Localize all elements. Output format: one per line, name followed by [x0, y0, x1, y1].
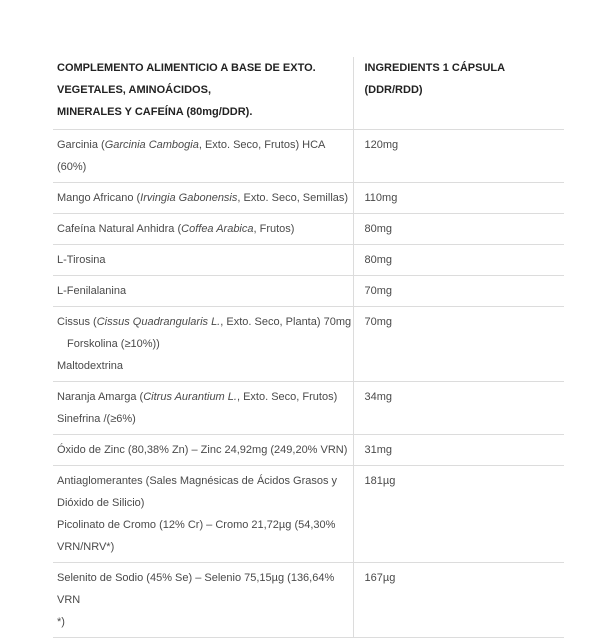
table-row — [53, 183, 564, 214]
table-row — [53, 130, 564, 183]
amount-cell: 80mg — [353, 245, 564, 276]
amount-cell: 70mg — [353, 276, 564, 307]
header-product-description — [53, 57, 353, 130]
ingredient-cell: L-Fenilalanina — [53, 276, 353, 307]
ingredient-cell: Garcinia (Garcinia Cambogia, Exto. Seco, Frutos) HCA (60%) — [53, 130, 353, 183]
ingredient-cell: Mango Africano (Irvingia Gabonensis, Exto. Seco, Semillas) — [53, 183, 353, 214]
table-row — [53, 307, 564, 382]
amount-cell: 31mg — [353, 435, 564, 466]
header-line-1: COMPLEMENTO ALIMENTICIO A BASE DE EXTO. VEGETALES, AMINOÁCIDOS, — [57, 62, 316, 96]
ingredient-cell: Óxido de Zinc (80,38% Zn) – Zinc 24,92mg (249,20% VRN) — [53, 435, 353, 466]
table-header-row — [53, 57, 564, 130]
table-row — [53, 563, 564, 638]
ingredient-cell: Selenito de Sodio (45% Se) – Selenio 75,15µg (136,64% VRN *) — [53, 563, 353, 638]
ingredient-cell: L-Tirosina — [53, 245, 353, 276]
header-line-2: MINERALES Y CAFEÍNA (80mg/DDR). — [57, 106, 253, 118]
table-row — [53, 466, 564, 563]
ingredient-cell: Naranja Amarga (Citrus Aurantium L., Exto. Seco, Frutos) Sinefrina /(≥6%) — [53, 382, 353, 435]
amount-cell: 70mg — [353, 307, 564, 382]
ingredients-table — [53, 57, 564, 638]
amount-cell: 181µg — [353, 466, 564, 563]
table-row — [53, 214, 564, 245]
amount-cell: 80mg — [353, 214, 564, 245]
table-row — [53, 382, 564, 435]
table-row — [53, 245, 564, 276]
table-row — [53, 276, 564, 307]
amount-cell: 34mg — [353, 382, 564, 435]
ingredient-cell: Antiaglomerantes (Sales Magnésicas de Ácidos Grasos y Dióxido de Silicio) Picolinato de Cromo (12% Cr) – Cromo 21,72µg (54,30% VRN/NRV*) — [53, 466, 353, 563]
ingredient-cell: Cafeína Natural Anhidra (Coffea Arabica, Frutos) — [53, 214, 353, 245]
amount-cell: 110mg — [353, 183, 564, 214]
header-ingredients-per-capsule: INGREDIENTS 1 CÁPSULA (DDR/RDD) — [353, 57, 564, 130]
ingredient-cell: Cissus (Cissus Quadrangularis L., Exto. Seco, Planta) 70mg Forskolina (≥10%)) Maltodextrina — [53, 307, 353, 382]
amount-cell: 120mg — [353, 130, 564, 183]
amount-cell: 167µg — [353, 563, 564, 638]
table-row — [53, 435, 564, 466]
